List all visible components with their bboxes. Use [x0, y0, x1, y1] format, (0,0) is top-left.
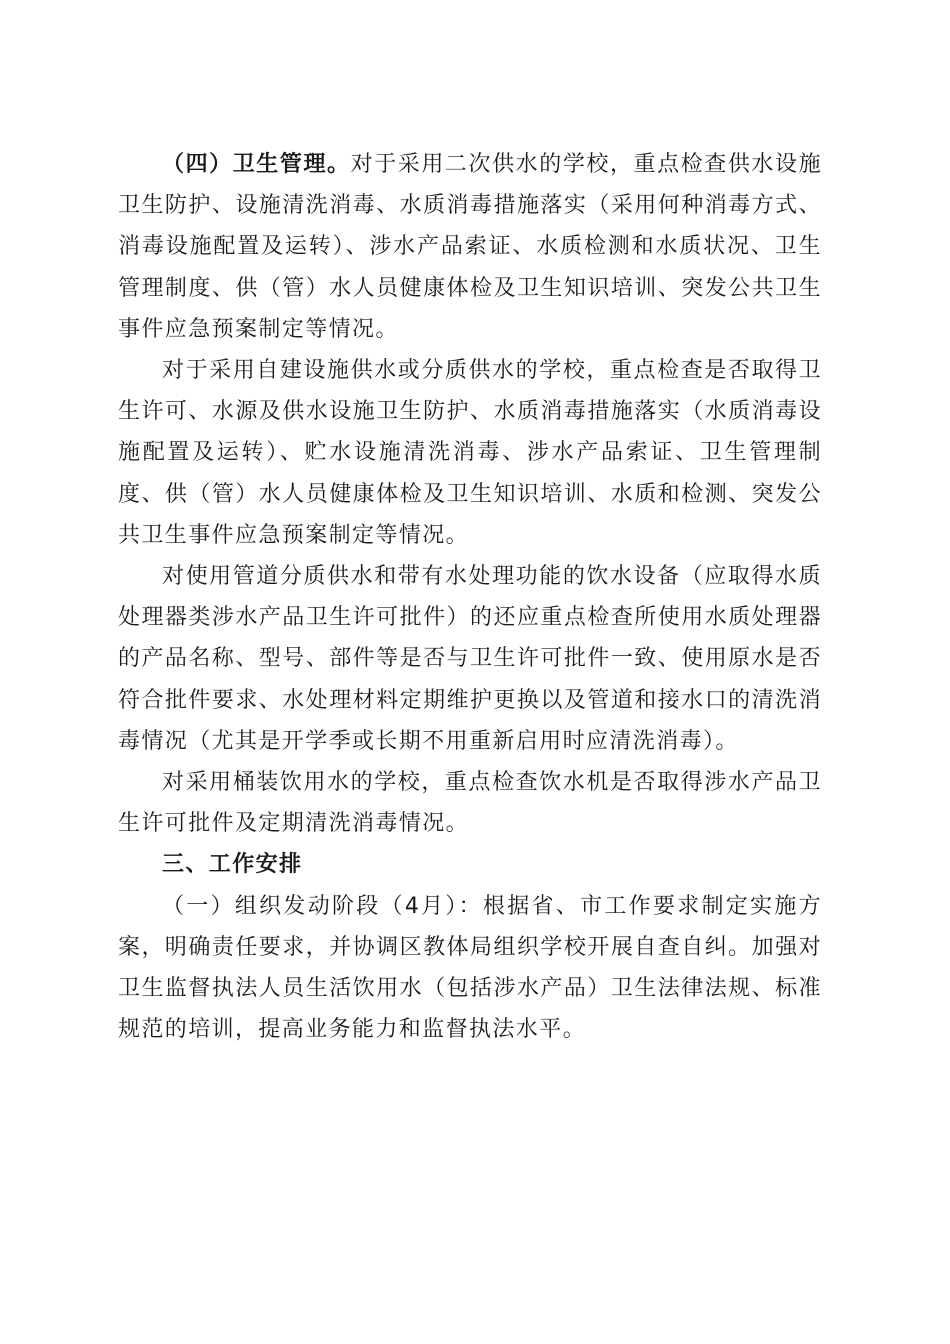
- paragraph-pipeline-supply: 对使用管道分质供水和带有水处理功能的饮水设备（应取得水质处理器类涉水产品卫生许可批件）的还应重点检查所使用水质处理器的产品名称、型号、部件等是否与卫生许可批件一致、使用原水是否符合批件要求、水处理材料定期维护更换以及管道和接水口的清洗消毒情况（尤其是开学季或长期不用重新启用时应清洗消毒）。: [118, 564, 822, 754]
- document-body: [118, 144, 822, 1050]
- section-heading-work-arrangement: 三、工作安排: [162, 852, 303, 878]
- paragraph-self-built-supply: 对于采用自建设施供水或分质供水的学校，重点检查是否取得卫生许可、水源及供水设施卫生防护、水质消毒措施落实（水质消毒设施配置及运转）、贮水设施清洗消毒、涉水产品索证、卫生管理制度、供（管）水人员健康体检及卫生知识培训、水质和检测、突发公共卫生事件应急预案制定等情况。: [118, 358, 822, 548]
- paragraph-mobilization-stage: （一）组织发动阶段（4月）：根据省、市工作要求制定实施方案，明确责任要求，并协调区教体局组织学校开展自查自纠。加强对卫生监督执法人员生活饮用水（包括涉水产品）卫生法律法规、标准规范的培训，提高业务能力和监督执法水平。: [118, 893, 822, 1043]
- paragraph-text: 对于采用二次供水的学校，重点检查供水设施卫生防护、设施清洗消毒、水质消毒措施落实（采用何种消毒方式、消毒设施配置及运转）、涉水产品索证、水质检测和水质状况、卫生管理制度、供（管）水人员健康体检及卫生知识培训、突发公共卫生事件应急预案制定等情况。: [118, 152, 822, 342]
- paragraph-bottled-water: 对采用桶装饮用水的学校，重点检查饮水机是否取得涉水产品卫生许可批件及定期清洗消毒情况。: [118, 770, 822, 837]
- paragraph-hygiene-management: [118, 144, 822, 350]
- paragraph-lead-heading: （四）卫生管理。: [162, 152, 351, 177]
